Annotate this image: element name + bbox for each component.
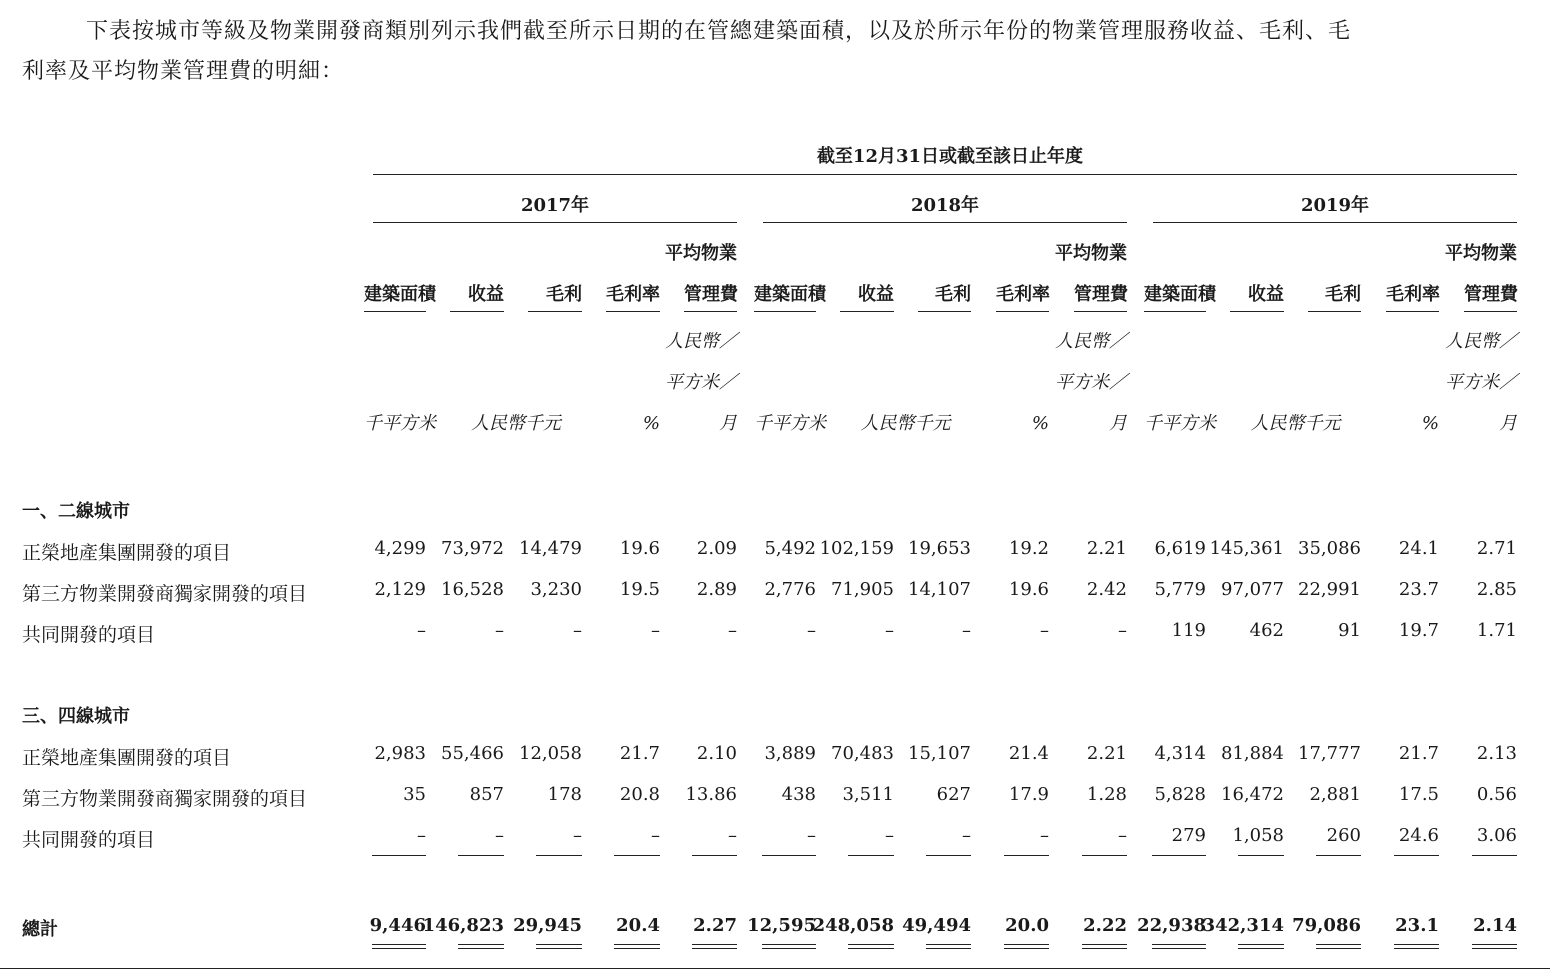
table-cell: 19,653: [908, 538, 971, 559]
header-rule-revenue-0: [450, 311, 504, 312]
total-double-rule: [1472, 944, 1517, 949]
table-cell: 2.42: [1086, 579, 1127, 600]
total-double-rule: [1394, 944, 1439, 949]
unit-fee-line3-0: 月: [719, 413, 737, 434]
subtotal-rule: [1152, 855, 1206, 856]
subtotal-rule: [458, 855, 504, 856]
table-cell: 19.7: [1398, 620, 1439, 641]
table-cell: 3,889: [764, 743, 816, 764]
table-cell: 21.7: [1398, 743, 1439, 764]
table-cell: 2.13: [1476, 743, 1517, 764]
table-cell: –: [417, 825, 426, 846]
header-revenue-1: 收益: [858, 284, 894, 305]
table-cell: –: [495, 825, 504, 846]
header-avg_fee-2: 管理費: [1464, 284, 1518, 305]
total-cell: 12,595: [747, 915, 816, 936]
table-cell: 17.9: [1008, 784, 1049, 805]
table-cell: 627: [936, 784, 971, 805]
total-double-rule: [1082, 944, 1127, 949]
year-header-2017: 2017年: [520, 195, 590, 216]
table-cell: 19.2: [1008, 538, 1049, 559]
unit-percent-2: %: [1421, 413, 1439, 434]
header-margin-2: 毛利率: [1386, 284, 1440, 305]
table-cell: –: [962, 825, 971, 846]
table-cell: 73,972: [441, 538, 504, 559]
unit-fee-line1-1: 人民幣／: [1055, 331, 1127, 352]
unit-gfa-0: 千平方米: [364, 413, 436, 434]
year-rule-2017: [373, 222, 737, 223]
table-cell: –: [573, 825, 582, 846]
intro-paragraph: [22, 12, 1522, 92]
table-cell: –: [417, 620, 426, 641]
table-cell: 145,361: [1209, 538, 1284, 559]
subtotal-rule: [1004, 855, 1049, 856]
table-cell: –: [807, 825, 816, 846]
table-cell: –: [728, 620, 737, 641]
table-cell: 14,479: [519, 538, 582, 559]
subtotal-rule: [762, 855, 816, 856]
table-cell: 2.89: [696, 579, 737, 600]
header-rule-avg_fee-2: [1464, 311, 1517, 312]
table-cell: 12,058: [519, 743, 582, 764]
table-cell: –: [885, 825, 894, 846]
table-cell: –: [1118, 620, 1127, 641]
header-avg_fee-0: 管理費: [684, 284, 738, 305]
total-cell: 2.27: [693, 915, 737, 936]
header-rule-gfa-2: [1144, 311, 1206, 312]
unit-fee-line3-1: 月: [1109, 413, 1127, 434]
subtotal-rule: [614, 855, 660, 856]
table-cell: 2.09: [696, 538, 737, 559]
table-cell: –: [807, 620, 816, 641]
total-double-rule: [372, 944, 426, 949]
total-double-rule: [762, 944, 816, 949]
row-label: 共同開發的項目: [22, 829, 156, 851]
unit-percent-0: %: [642, 413, 660, 434]
table-cell: 55,466: [441, 743, 504, 764]
total-cell: 2.22: [1083, 915, 1127, 936]
row-label: 正榮地產集團開發的項目: [22, 542, 232, 564]
table-cell: 857: [469, 784, 504, 805]
unit-fee-line2-0: 平方米／: [665, 372, 737, 393]
unit-rmb-thousand-1: 人民幣千元: [860, 413, 951, 434]
total-double-rule: [1238, 944, 1284, 949]
table-cell: 70,483: [831, 743, 894, 764]
total-cell: 20.4: [616, 915, 660, 936]
total-cell: 342,314: [1202, 915, 1284, 936]
table-cell: 22,991: [1298, 579, 1361, 600]
table-cell: 2,881: [1309, 784, 1361, 805]
table-cell: 71,905: [831, 579, 894, 600]
unit-fee-line1-0: 人民幣／: [665, 331, 737, 352]
total-double-rule: [926, 944, 971, 949]
header-gfa-2: 建築面積: [1144, 284, 1216, 305]
header-avg-fee-top-0: 平均物業: [665, 243, 737, 264]
year-header-2019: 2019年: [1300, 195, 1370, 216]
table-cell: 438: [781, 784, 816, 805]
unit-gfa-2: 千平方米: [1144, 413, 1216, 434]
table-cell: 16,472: [1221, 784, 1284, 805]
table-cell: 3.06: [1476, 825, 1517, 846]
table-cell: 21.7: [619, 743, 660, 764]
section-title: 一、二線城市: [22, 501, 130, 522]
table-cell: 4,314: [1154, 743, 1206, 764]
table-cell: 2.21: [1086, 743, 1127, 764]
period-header-rule: [373, 174, 1517, 175]
table-cell: –: [1040, 620, 1049, 641]
table-cell: 178: [547, 784, 582, 805]
table-cell: 2.71: [1476, 538, 1517, 559]
table-cell: 17.5: [1398, 784, 1439, 805]
table-cell: 2,776: [764, 579, 816, 600]
unit-fee-line2-2: 平方米／: [1445, 372, 1517, 393]
unit-gfa-1: 千平方米: [754, 413, 826, 434]
subtotal-rule: [1316, 855, 1361, 856]
table-cell: 17,777: [1298, 743, 1361, 764]
header-avg_fee-1: 管理費: [1074, 284, 1128, 305]
table-cell: –: [651, 620, 660, 641]
total-double-rule: [1316, 944, 1361, 949]
table-cell: 1.71: [1476, 620, 1517, 641]
row-label: 共同開發的項目: [22, 624, 156, 646]
unit-fee-line1-2: 人民幣／: [1445, 331, 1517, 352]
table-cell: 19.6: [619, 538, 660, 559]
table-cell: –: [495, 620, 504, 641]
total-label: 總計: [22, 919, 58, 940]
header-margin-0: 毛利率: [606, 284, 660, 305]
subtotal-rule: [926, 855, 971, 856]
table-cell: 3,230: [530, 579, 582, 600]
header-rule-revenue-2: [1230, 311, 1284, 312]
section-title: 三、四線城市: [22, 706, 130, 727]
table-cell: 24.6: [1398, 825, 1439, 846]
table-cell: 5,828: [1154, 784, 1206, 805]
table-cell: 13.86: [685, 784, 737, 805]
row-label: 第三方物業開發商獨家開發的項目: [22, 583, 308, 605]
header-rule-gfa-1: [754, 311, 816, 312]
table-cell: 2.21: [1086, 538, 1127, 559]
header-revenue-2: 收益: [1248, 284, 1284, 305]
table-cell: 14,107: [908, 579, 971, 600]
header-rule-gross_profit-0: [528, 311, 582, 312]
table-cell: 23.7: [1398, 579, 1439, 600]
header-rule-avg_fee-1: [1074, 311, 1127, 312]
table-cell: 24.1: [1398, 538, 1439, 559]
table-cell: 1.28: [1086, 784, 1127, 805]
header-revenue-0: 收益: [468, 284, 504, 305]
row-label: 第三方物業開發商獨家開發的項目: [22, 788, 308, 810]
table-cell: 19.6: [1008, 579, 1049, 600]
total-double-rule: [1004, 944, 1049, 949]
table-cell: 119: [1171, 620, 1206, 641]
table-cell: 5,492: [764, 538, 816, 559]
subtotal-rule: [692, 855, 737, 856]
subtotal-rule: [1238, 855, 1284, 856]
total-double-rule: [692, 944, 737, 949]
table-cell: 102,159: [819, 538, 894, 559]
subtotal-rule: [536, 855, 582, 856]
table-cell: 20.8: [619, 784, 660, 805]
unit-fee-line3-2: 月: [1499, 413, 1517, 434]
table-cell: 279: [1171, 825, 1206, 846]
subtotal-rule: [1394, 855, 1439, 856]
table-cell: 97,077: [1221, 579, 1284, 600]
table-cell: 260: [1326, 825, 1361, 846]
table-cell: –: [1118, 825, 1127, 846]
table-cell: 35: [403, 784, 426, 805]
table-cell: 35,086: [1298, 538, 1361, 559]
table-cell: 2,983: [374, 743, 426, 764]
total-cell: 248,058: [812, 915, 894, 936]
year-rule-2018: [763, 222, 1127, 223]
header-rule-gross_profit-1: [918, 311, 971, 312]
table-cell: –: [885, 620, 894, 641]
total-double-rule: [458, 944, 504, 949]
header-rule-gross_profit-2: [1308, 311, 1361, 312]
header-avg-fee-top-2: 平均物業: [1445, 243, 1517, 264]
total-double-rule: [848, 944, 894, 949]
table-cell: 3,511: [842, 784, 894, 805]
table-cell: 91: [1338, 620, 1361, 641]
subtotal-rule: [372, 855, 426, 856]
subtotal-rule: [1472, 855, 1517, 856]
unit-fee-line2-1: 平方米／: [1055, 372, 1127, 393]
header-avg-fee-top-1: 平均物業: [1055, 243, 1127, 264]
table-cell: 462: [1249, 620, 1284, 641]
page-bottom-rule: [0, 968, 1550, 969]
header-gross_profit-0: 毛利: [546, 284, 582, 305]
intro-line-2: 利率及平均物業管理費的明細：: [22, 59, 345, 84]
table-cell: –: [573, 620, 582, 641]
total-double-rule: [614, 944, 660, 949]
total-cell: 22,938: [1137, 915, 1206, 936]
subtotal-rule: [848, 855, 894, 856]
total-cell: 23.1: [1395, 915, 1439, 936]
year-rule-2019: [1153, 222, 1517, 223]
table-cell: 5,779: [1154, 579, 1206, 600]
year-header-2018: 2018年: [910, 195, 980, 216]
table-cell: –: [1040, 825, 1049, 846]
total-cell: 29,945: [513, 915, 582, 936]
header-gross_profit-2: 毛利: [1325, 284, 1361, 305]
table-cell: 2.85: [1476, 579, 1517, 600]
subtotal-rule: [1082, 855, 1127, 856]
table-cell: –: [728, 825, 737, 846]
total-cell: 2.14: [1473, 915, 1517, 936]
total-double-rule: [1152, 944, 1206, 949]
table-cell: 15,107: [908, 743, 971, 764]
table-cell: 21.4: [1008, 743, 1049, 764]
header-rule-margin-2: [1386, 311, 1439, 312]
table-cell: –: [651, 825, 660, 846]
unit-percent-1: %: [1031, 413, 1049, 434]
row-label: 正榮地產集團開發的項目: [22, 747, 232, 769]
table-cell: –: [962, 620, 971, 641]
unit-rmb-thousand-0: 人民幣千元: [471, 413, 561, 434]
table-cell: 19.5: [619, 579, 660, 600]
header-margin-1: 毛利率: [996, 284, 1050, 305]
table-cell: 2,129: [374, 579, 426, 600]
unit-rmb-thousand-2: 人民幣千元: [1250, 413, 1341, 434]
table-cell: 2.10: [696, 743, 737, 764]
total-cell: 79,086: [1292, 915, 1361, 936]
header-gross_profit-1: 毛利: [935, 284, 971, 305]
total-cell: 20.0: [1005, 915, 1049, 936]
table-cell: 1,058: [1232, 825, 1284, 846]
header-rule-margin-0: [606, 311, 660, 312]
header-rule-avg_fee-0: [684, 311, 737, 312]
period-header: 截至12月31日或截至該日止年度: [816, 146, 1084, 167]
table-cell: 6,619: [1154, 538, 1206, 559]
header-rule-gfa-0: [364, 311, 426, 312]
header-rule-revenue-1: [840, 311, 894, 312]
table-cell: 81,884: [1221, 743, 1284, 764]
table-cell: 0.56: [1476, 784, 1517, 805]
table-cell: 4,299: [374, 538, 426, 559]
total-cell: 49,494: [902, 915, 971, 936]
total-double-rule: [536, 944, 582, 949]
total-cell: 146,823: [422, 915, 504, 936]
header-gfa-1: 建築面積: [754, 284, 826, 305]
total-cell: 9,446: [369, 915, 426, 936]
header-gfa-0: 建築面積: [364, 284, 436, 305]
intro-line-1: 下表按城市等級及物業開發商類別列示我們截至所示日期的在管總建築面積，以及於所示年份的物業管理服務收益、毛利、毛: [86, 19, 1352, 44]
table-cell: 16,528: [441, 579, 504, 600]
header-rule-margin-1: [996, 311, 1049, 312]
